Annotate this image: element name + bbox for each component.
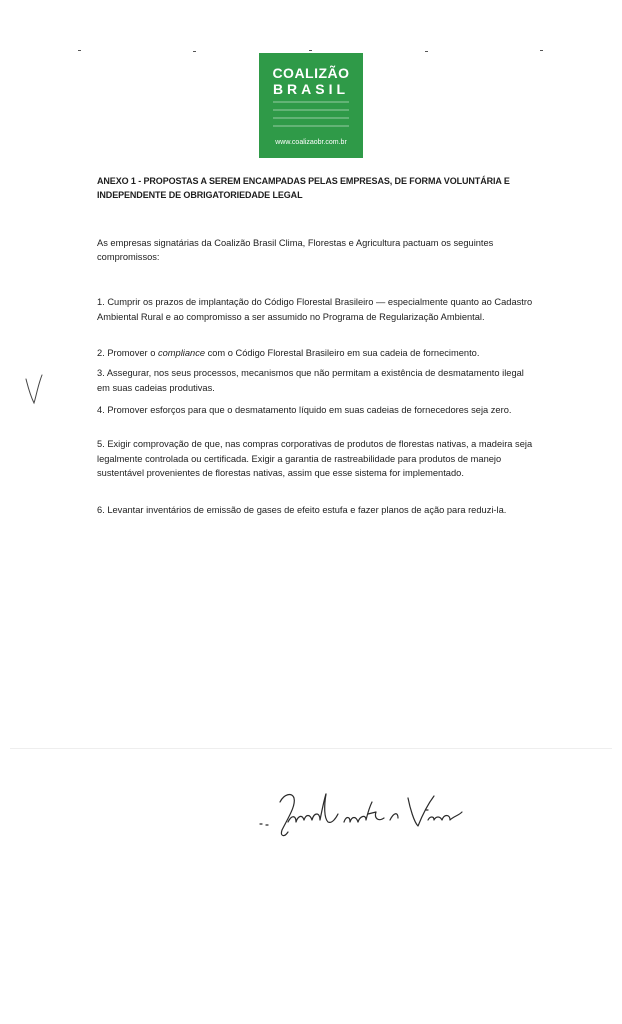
- commitment-item-1: 1. Cumprir os prazos de implantação do Código Florestal Brasileiro — especialmente quanto ao Cadastro Ambiental Rural e ao compromisso a ser assumido no Programa de Regularização Ambiental.: [97, 297, 533, 322]
- logo-url: www.coalizaobr.com.br: [275, 139, 347, 146]
- commitment-item-2: [97, 346, 537, 361]
- commitment-item-3: 3. Assegurar, nos seus processos, mecanismos que não permitam a existência de desmatamento ilegal em suas cadeias produtivas.: [97, 368, 524, 393]
- item-2-text-start: 2. Promover o: [97, 348, 158, 358]
- document-title: ANEXO 1 - PROPOSTAS A SEREM ENCAMPADAS PELAS EMPRESAS, DE FORMA VOLUNTÁRIA E INDEPENDENTE DE OBRIGATORIEDADE LEGAL: [97, 176, 510, 200]
- scan-speck: [309, 50, 312, 51]
- intro-paragraph: As empresas signatárias da Coalizão Brasil Clima, Florestas e Agricultura pactuam os seguintes compromissos:: [97, 238, 494, 262]
- handwritten-check-mark: [22, 373, 46, 407]
- scan-speck: [193, 51, 196, 52]
- commitment-item-6: 6. Levantar inventários de emissão de gases de efeito estufa e fazer planos de ação para reduzi-la.: [97, 505, 507, 515]
- handwritten-signature: [258, 788, 470, 844]
- commitment-item-5: 5. Exigir comprovação de que, nas compras corporativas de produtos de florestas nativas, a madeira seja legalmente controlada ou certificada. Exigir a garantia de rastreabilidade para produtos de manejo sustentável provenientes de florestas nativas, assim que esse sistema for implementado.: [97, 439, 533, 478]
- item-2-text-end: com o Código Florestal Brasileiro em sua cadeia de fornecimento.: [205, 348, 480, 358]
- item-2-italic-term: compliance: [157, 348, 206, 358]
- scan-speck: [425, 51, 428, 52]
- logo-line2: BRASIL: [272, 81, 350, 97]
- logo-subtitle-graphic: [273, 101, 349, 127]
- commitment-item-4: 4. Promover esforços para que o desmatamento líquido em suas cadeias de fornecedores seja zero.: [97, 405, 512, 415]
- scan-speck: [78, 50, 81, 51]
- coalizao-brasil-logo: [259, 53, 363, 158]
- scan-fold-line: [10, 748, 612, 749]
- scan-speck: [540, 50, 543, 51]
- logo-line1: COALIZÃO: [272, 65, 350, 81]
